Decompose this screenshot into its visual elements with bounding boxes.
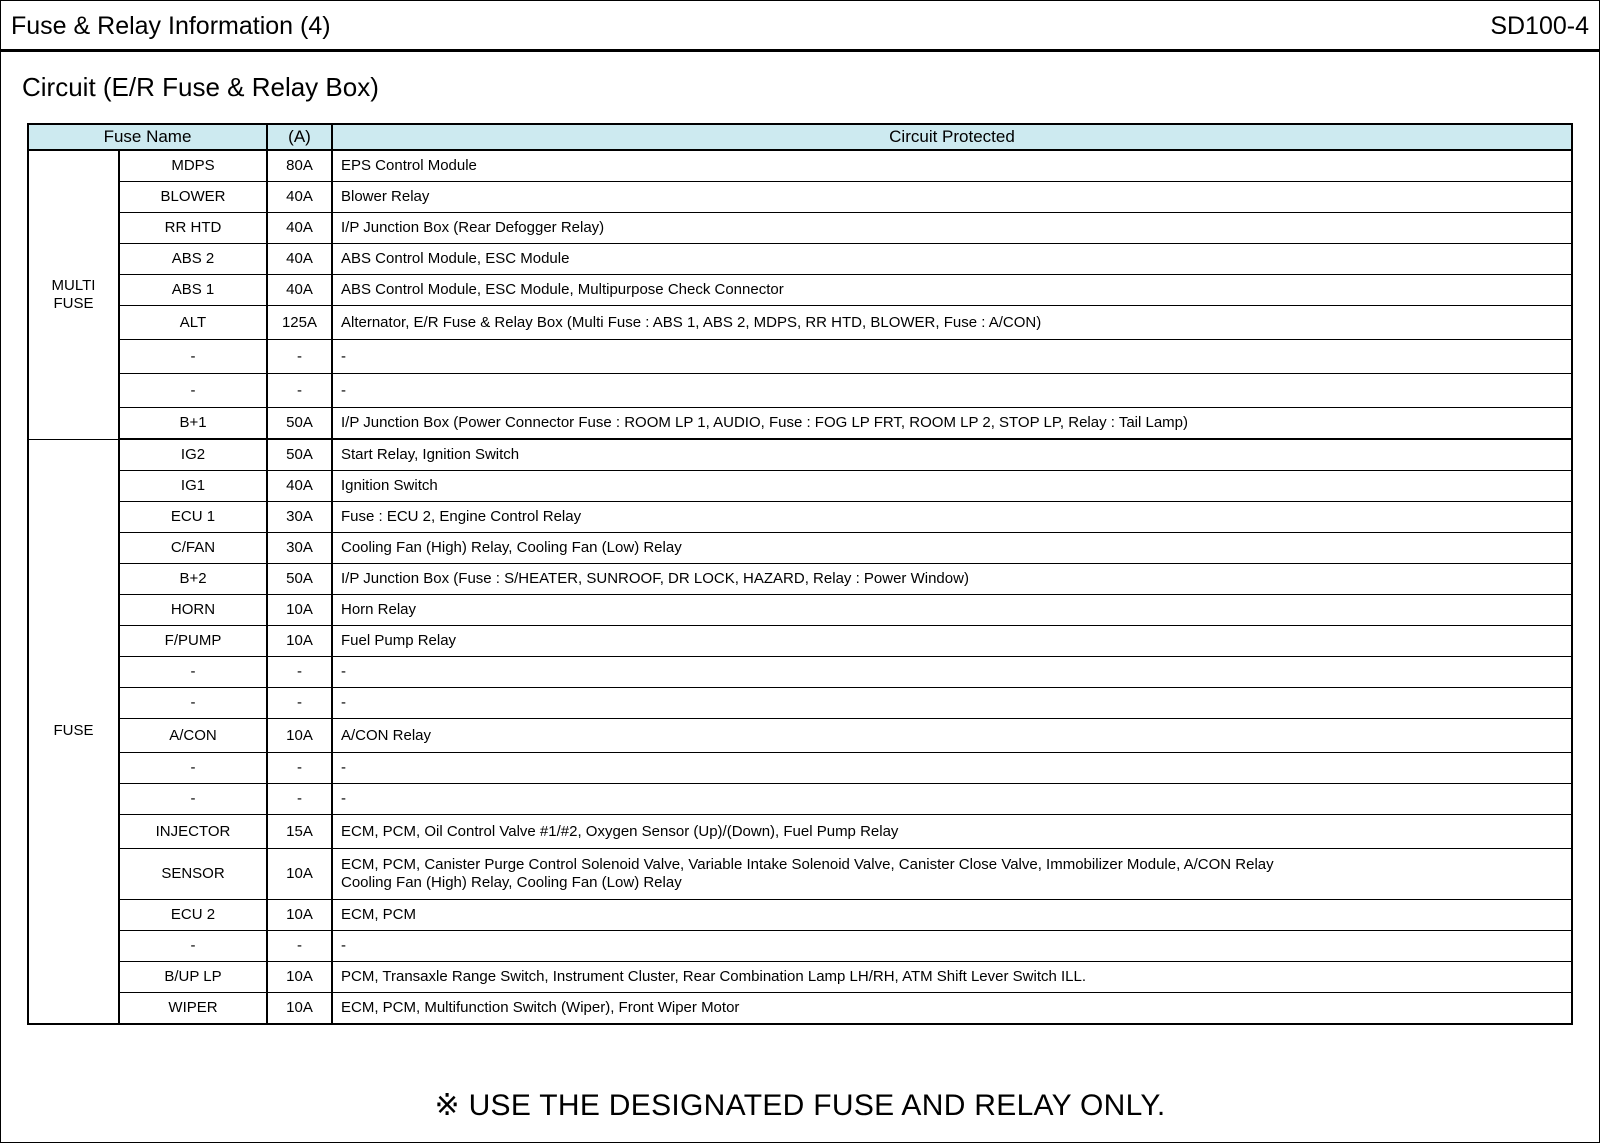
fuse-table-header xyxy=(28,124,1572,150)
fuse-table-body xyxy=(28,150,1572,1024)
circuit-protected-cell xyxy=(332,471,1572,502)
circuit-protected-cell xyxy=(332,340,1572,374)
table-row xyxy=(28,182,1572,213)
fuse-amperage-cell: 50A xyxy=(267,564,332,595)
circuit-protected-line: ECM, PCM, Multifunction Switch (Wiper), Front Wiper Motor xyxy=(341,999,740,1016)
table-row xyxy=(28,340,1572,374)
circuit-protected-line: I/P Junction Box (Fuse : S/HEATER, SUNROOF, DR LOCK, HAZARD, Relay : Power Window) xyxy=(341,570,969,587)
fuse-name-cell: - xyxy=(119,931,267,962)
fuse-name-cell: - xyxy=(119,657,267,688)
circuit-protected-cell xyxy=(332,306,1572,340)
circuit-protected-line: EPS Control Module xyxy=(341,157,477,174)
fuse-name-cell: - xyxy=(119,340,267,374)
fuse-group-label-line: MULTI xyxy=(51,276,96,294)
fuse-group-label-line: FUSE xyxy=(53,722,94,740)
fuse-name-cell: HORN xyxy=(119,595,267,626)
circuit-protected-line: Horn Relay xyxy=(341,601,417,618)
table-row xyxy=(28,719,1572,753)
table-row xyxy=(28,657,1572,688)
fuse-amperage-cell: 30A xyxy=(267,502,332,533)
circuit-protected-cell xyxy=(332,719,1572,753)
table-row xyxy=(28,753,1572,784)
circuit-protected-line: - xyxy=(341,381,346,399)
table-row xyxy=(28,900,1572,931)
circuit-protected-cell xyxy=(332,439,1572,471)
circuit-protected-cell xyxy=(332,213,1572,244)
column-header-amperage: (A) xyxy=(267,124,332,150)
fuse-amperage-cell: 10A xyxy=(267,626,332,657)
circuit-protected-cell xyxy=(332,244,1572,275)
table-row xyxy=(28,595,1572,626)
fuse-amperage-cell: 50A xyxy=(267,439,332,471)
circuit-protected-line: Blower Relay xyxy=(341,188,430,205)
circuit-protected-line: A/CON Relay xyxy=(341,726,432,744)
circuit-protected-line: I/P Junction Box (Power Connector Fuse : ROOM LP 1, AUDIO, Fuse : FOG LP FRT, ROOM LP 2, STOP LP, Relay : Tail Lamp) xyxy=(341,414,1189,431)
fuse-amperage-cell: 10A xyxy=(267,900,332,931)
fuse-name-cell: - xyxy=(119,753,267,784)
fuse-name-cell: ECU 2 xyxy=(119,900,267,931)
table-row xyxy=(28,244,1572,275)
circuit-protected-line: ECM, PCM, Oil Control Valve #1/#2, Oxygen Sensor (Up)/(Down), Fuel Pump Relay xyxy=(341,822,899,840)
page-title: Fuse & Relay Information (4) xyxy=(11,12,331,40)
table-row xyxy=(28,849,1572,900)
circuit-protected-line: I/P Junction Box (Rear Defogger Relay) xyxy=(341,219,605,236)
fuse-name-cell: - xyxy=(119,784,267,815)
fuse-name-cell: F/PUMP xyxy=(119,626,267,657)
table-row xyxy=(28,306,1572,340)
fuse-name-cell: IG2 xyxy=(119,439,267,471)
fuse-amperage-cell: 80A xyxy=(267,150,332,182)
fuse-name-cell: MDPS xyxy=(119,150,267,182)
circuit-protected-cell xyxy=(332,849,1572,900)
circuit-protected-cell xyxy=(332,408,1572,440)
circuit-protected-line: Cooling Fan (High) Relay, Cooling Fan (Low) Relay xyxy=(341,539,682,556)
fuse-name-cell: IG1 xyxy=(119,471,267,502)
fuse-amperage-cell: 10A xyxy=(267,993,332,1025)
table-row xyxy=(28,408,1572,440)
circuit-protected-cell xyxy=(332,275,1572,306)
table-row xyxy=(28,931,1572,962)
fuse-group-label xyxy=(28,439,119,1024)
fuse-amperage-cell: 40A xyxy=(267,471,332,502)
table-row xyxy=(28,150,1572,182)
table-row xyxy=(28,784,1572,815)
circuit-protected-cell xyxy=(332,564,1572,595)
warning-notice: ※ USE THE DESIGNATED FUSE AND RELAY ONLY. xyxy=(434,1089,1166,1122)
circuit-protected-cell xyxy=(332,150,1572,182)
fuse-name-cell: INJECTOR xyxy=(119,815,267,849)
circuit-protected-line: Alternator, E/R Fuse & Relay Box (Multi Fuse : ABS 1, ABS 2, MDPS, RR HTD, BLOWER, Fuse : A/CON) xyxy=(341,313,1042,331)
fuse-name-cell: ECU 1 xyxy=(119,502,267,533)
circuit-protected-line: Start Relay, Ignition Switch xyxy=(341,446,520,463)
circuit-protected-line: - xyxy=(341,937,346,954)
fuse-amperage-cell: 10A xyxy=(267,849,332,900)
circuit-protected-line: - xyxy=(341,347,346,365)
circuit-protected-cell xyxy=(332,374,1572,408)
table-row xyxy=(28,439,1572,471)
fuse-name-cell: SENSOR xyxy=(119,849,267,900)
page-header xyxy=(1,1,1599,52)
fuse-amperage-cell: 10A xyxy=(267,719,332,753)
circuit-protected-line: Fuse : ECU 2, Engine Control Relay xyxy=(341,508,582,525)
fuse-name-cell: B+1 xyxy=(119,408,267,440)
fuse-name-cell: RR HTD xyxy=(119,213,267,244)
circuit-protected-line: - xyxy=(341,663,346,680)
fuse-amperage-cell: - xyxy=(267,657,332,688)
column-header-circuit-protected: Circuit Protected xyxy=(332,124,1572,150)
fuse-table xyxy=(27,123,1573,1025)
fuse-amperage-cell: 40A xyxy=(267,275,332,306)
fuse-name-cell: B/UP LP xyxy=(119,962,267,993)
circuit-protected-line: Cooling Fan (High) Relay, Cooling Fan (Low) Relay xyxy=(341,874,682,891)
fuse-amperage-cell: - xyxy=(267,753,332,784)
document-code: SD100-4 xyxy=(1490,12,1589,40)
fuse-amperage-cell: 40A xyxy=(267,244,332,275)
table-row xyxy=(28,471,1572,502)
circuit-protected-cell xyxy=(332,595,1572,626)
circuit-protected-cell xyxy=(332,962,1572,993)
circuit-protected-line: Fuel Pump Relay xyxy=(341,632,457,649)
section-title: Circuit (E/R Fuse & Relay Box) xyxy=(22,72,379,102)
circuit-protected-line: ABS Control Module, ESC Module, Multipurpose Check Connector xyxy=(341,281,784,298)
table-row xyxy=(28,688,1572,719)
table-row xyxy=(28,564,1572,595)
circuit-protected-line: Ignition Switch xyxy=(341,477,438,494)
circuit-protected-cell xyxy=(332,182,1572,213)
fuse-amperage-cell: 40A xyxy=(267,182,332,213)
fuse-name-cell: ABS 1 xyxy=(119,275,267,306)
circuit-protected-cell xyxy=(332,688,1572,719)
table-row xyxy=(28,533,1572,564)
fuse-group-label xyxy=(28,150,119,439)
circuit-protected-line: ECM, PCM, Canister Purge Control Solenoid Valve, Variable Intake Solenoid Valve, Canister Close Valve, Immobilizer Module, A/CON Relay xyxy=(341,856,1274,873)
fuse-name-cell: - xyxy=(119,374,267,408)
circuit-protected-cell xyxy=(332,931,1572,962)
circuit-protected-line: ABS Control Module, ESC Module xyxy=(341,250,570,267)
table-row xyxy=(28,993,1572,1025)
table-row xyxy=(28,374,1572,408)
fuse-amperage-cell: 30A xyxy=(267,533,332,564)
fuse-name-cell: - xyxy=(119,688,267,719)
table-row xyxy=(28,213,1572,244)
fuse-name-cell: C/FAN xyxy=(119,533,267,564)
circuit-protected-cell xyxy=(332,900,1572,931)
fuse-amperage-cell: 40A xyxy=(267,213,332,244)
fuse-amperage-cell: 125A xyxy=(267,306,332,340)
circuit-protected-cell xyxy=(332,626,1572,657)
table-row xyxy=(28,502,1572,533)
fuse-name-cell: BLOWER xyxy=(119,182,267,213)
fuse-amperage-cell: - xyxy=(267,784,332,815)
circuit-protected-cell xyxy=(332,815,1572,849)
circuit-protected-cell xyxy=(332,993,1572,1025)
circuit-protected-line: - xyxy=(341,790,346,807)
circuit-protected-cell xyxy=(332,502,1572,533)
circuit-protected-line: ECM, PCM xyxy=(341,906,416,923)
fuse-amperage-cell: 10A xyxy=(267,595,332,626)
fuse-group-label-line: FUSE xyxy=(53,294,94,312)
table-row xyxy=(28,275,1572,306)
circuit-protected-line: PCM, Transaxle Range Switch, Instrument Cluster, Rear Combination Lamp LH/RH, ATM Shift Lever Switch ILL. xyxy=(341,968,1087,985)
fuse-name-cell: ALT xyxy=(119,306,267,340)
fuse-name-cell: A/CON xyxy=(119,719,267,753)
fuse-name-cell: B+2 xyxy=(119,564,267,595)
column-header-fuse-name: Fuse Name xyxy=(28,124,267,150)
fuse-amperage-cell: 10A xyxy=(267,962,332,993)
fuse-amperage-cell: - xyxy=(267,688,332,719)
circuit-protected-cell xyxy=(332,657,1572,688)
fuse-amperage-cell: 15A xyxy=(267,815,332,849)
circuit-protected-line: - xyxy=(341,759,346,776)
fuse-name-cell: ABS 2 xyxy=(119,244,267,275)
fuse-amperage-cell: - xyxy=(267,340,332,374)
table-row xyxy=(28,815,1572,849)
circuit-protected-cell xyxy=(332,533,1572,564)
table-row xyxy=(28,626,1572,657)
circuit-protected-line: - xyxy=(341,694,346,711)
fuse-amperage-cell: 50A xyxy=(267,408,332,440)
fuse-amperage-cell: - xyxy=(267,374,332,408)
fuse-amperage-cell: - xyxy=(267,931,332,962)
circuit-protected-cell xyxy=(332,753,1572,784)
circuit-protected-cell xyxy=(332,784,1572,815)
table-row xyxy=(28,962,1572,993)
fuse-name-cell: WIPER xyxy=(119,993,267,1025)
